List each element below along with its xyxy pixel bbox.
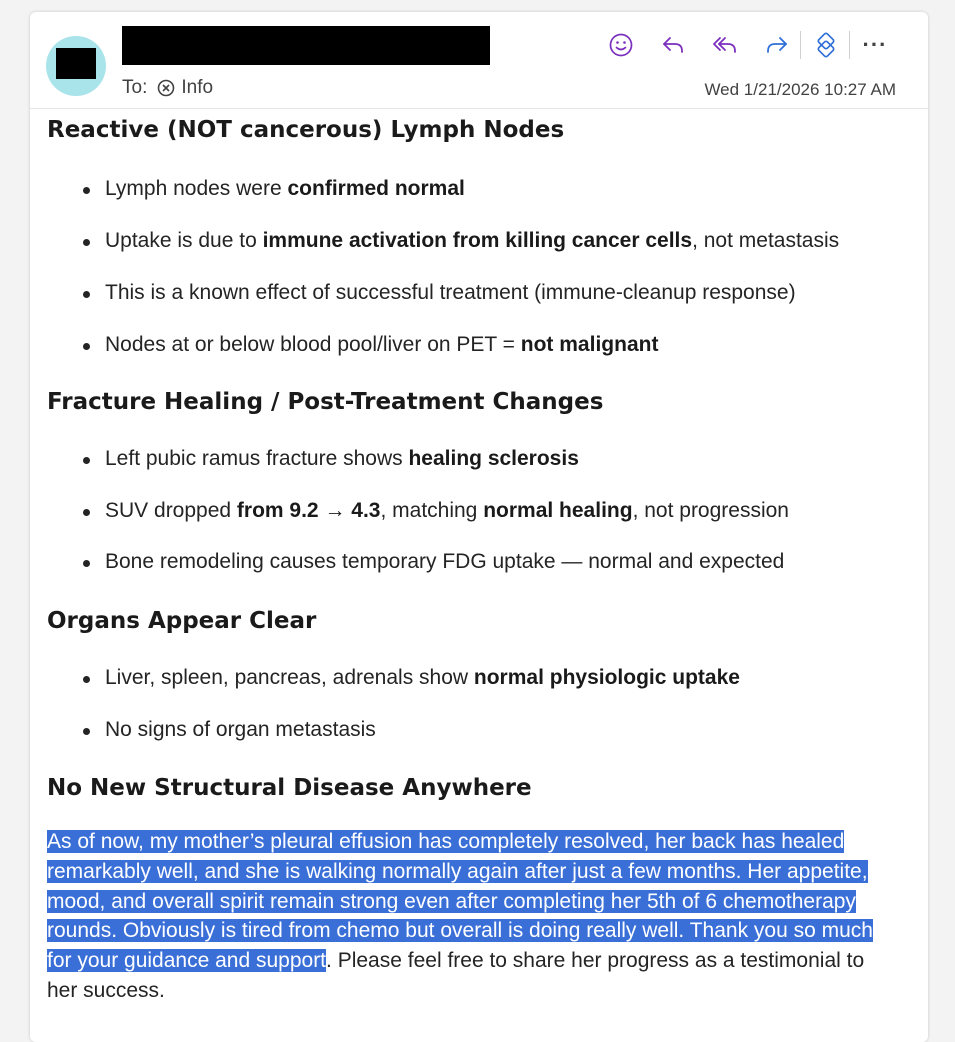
list-item: Uptake is due to immune activation from killing cancer cells, not metastasis (105, 229, 840, 252)
to-label: To: (122, 77, 148, 98)
toolbar-separator (800, 31, 801, 59)
list-item: Liver, spleen, pancreas, adrenals show normal physiologic uptake (105, 666, 740, 689)
toolbar-separator (849, 31, 850, 59)
email-header (30, 12, 928, 109)
selected-text[interactable]: As of now, my mother’s pleural effusion has completely resolved, her back has healed (47, 830, 845, 853)
paragraph-text: . Please feel free to share her progress as a testimonial to (326, 949, 865, 973)
recipient-status-icon (157, 79, 175, 97)
selected-text[interactable]: rounds. Obviously is tired from chemo but overall is doing really well. Thank you so much (47, 919, 873, 943)
list-item: Bone remodeling causes temporary FDG uptake — normal and expected (105, 550, 785, 573)
section-heading: No New Structural Disease Anywhere (47, 775, 532, 801)
avatar-redaction (56, 48, 96, 79)
avatar[interactable] (46, 36, 106, 96)
forward-icon[interactable] (762, 30, 792, 60)
message-actions (606, 30, 912, 60)
section-heading: Fracture Healing / Post-Treatment Changes (47, 389, 604, 415)
list-item: Lymph nodes were confirmed normal (105, 177, 465, 200)
apps-icon[interactable] (811, 30, 841, 60)
section-heading: Organs Appear Clear (47, 608, 317, 634)
closing-paragraph (47, 827, 917, 1006)
selected-text[interactable]: remarkably well, and she is walking normally again after just a few months. Her appetite, (47, 859, 868, 883)
reply-all-icon[interactable] (710, 30, 740, 60)
section-heading: Reactive (NOT cancerous) Lymph Nodes (47, 117, 565, 143)
recipient-line (122, 77, 213, 99)
selected-text[interactable]: mood, and overall spirit remain strong even after completing her 5th of 6 chemotherapy (47, 889, 856, 913)
sender-name-redaction (122, 26, 490, 65)
recipient-name[interactable]: Info (181, 77, 214, 98)
reply-icon[interactable] (658, 30, 688, 60)
emoji-reaction-icon[interactable] (606, 30, 636, 60)
email-card (30, 12, 928, 1042)
list-item: Nodes at or below blood pool/liver on PET = not malignant (105, 333, 659, 356)
list-item: No signs of organ metastasis (105, 718, 376, 741)
sent-date: Wed 1/21/2026 10:27 AM (704, 80, 896, 99)
more-icon[interactable]: ··· (862, 32, 888, 57)
paragraph-text: her success. (47, 978, 165, 1002)
list-item: Left pubic ramus fracture shows healing sclerosis (105, 447, 579, 470)
list-item: SUV dropped from 9.2 → 4.3, matching normal healing, not progression (105, 499, 789, 522)
list-item: This is a known effect of successful treatment (immune-cleanup response) (105, 281, 796, 304)
selected-text[interactable]: for your guidance and support (47, 949, 327, 973)
